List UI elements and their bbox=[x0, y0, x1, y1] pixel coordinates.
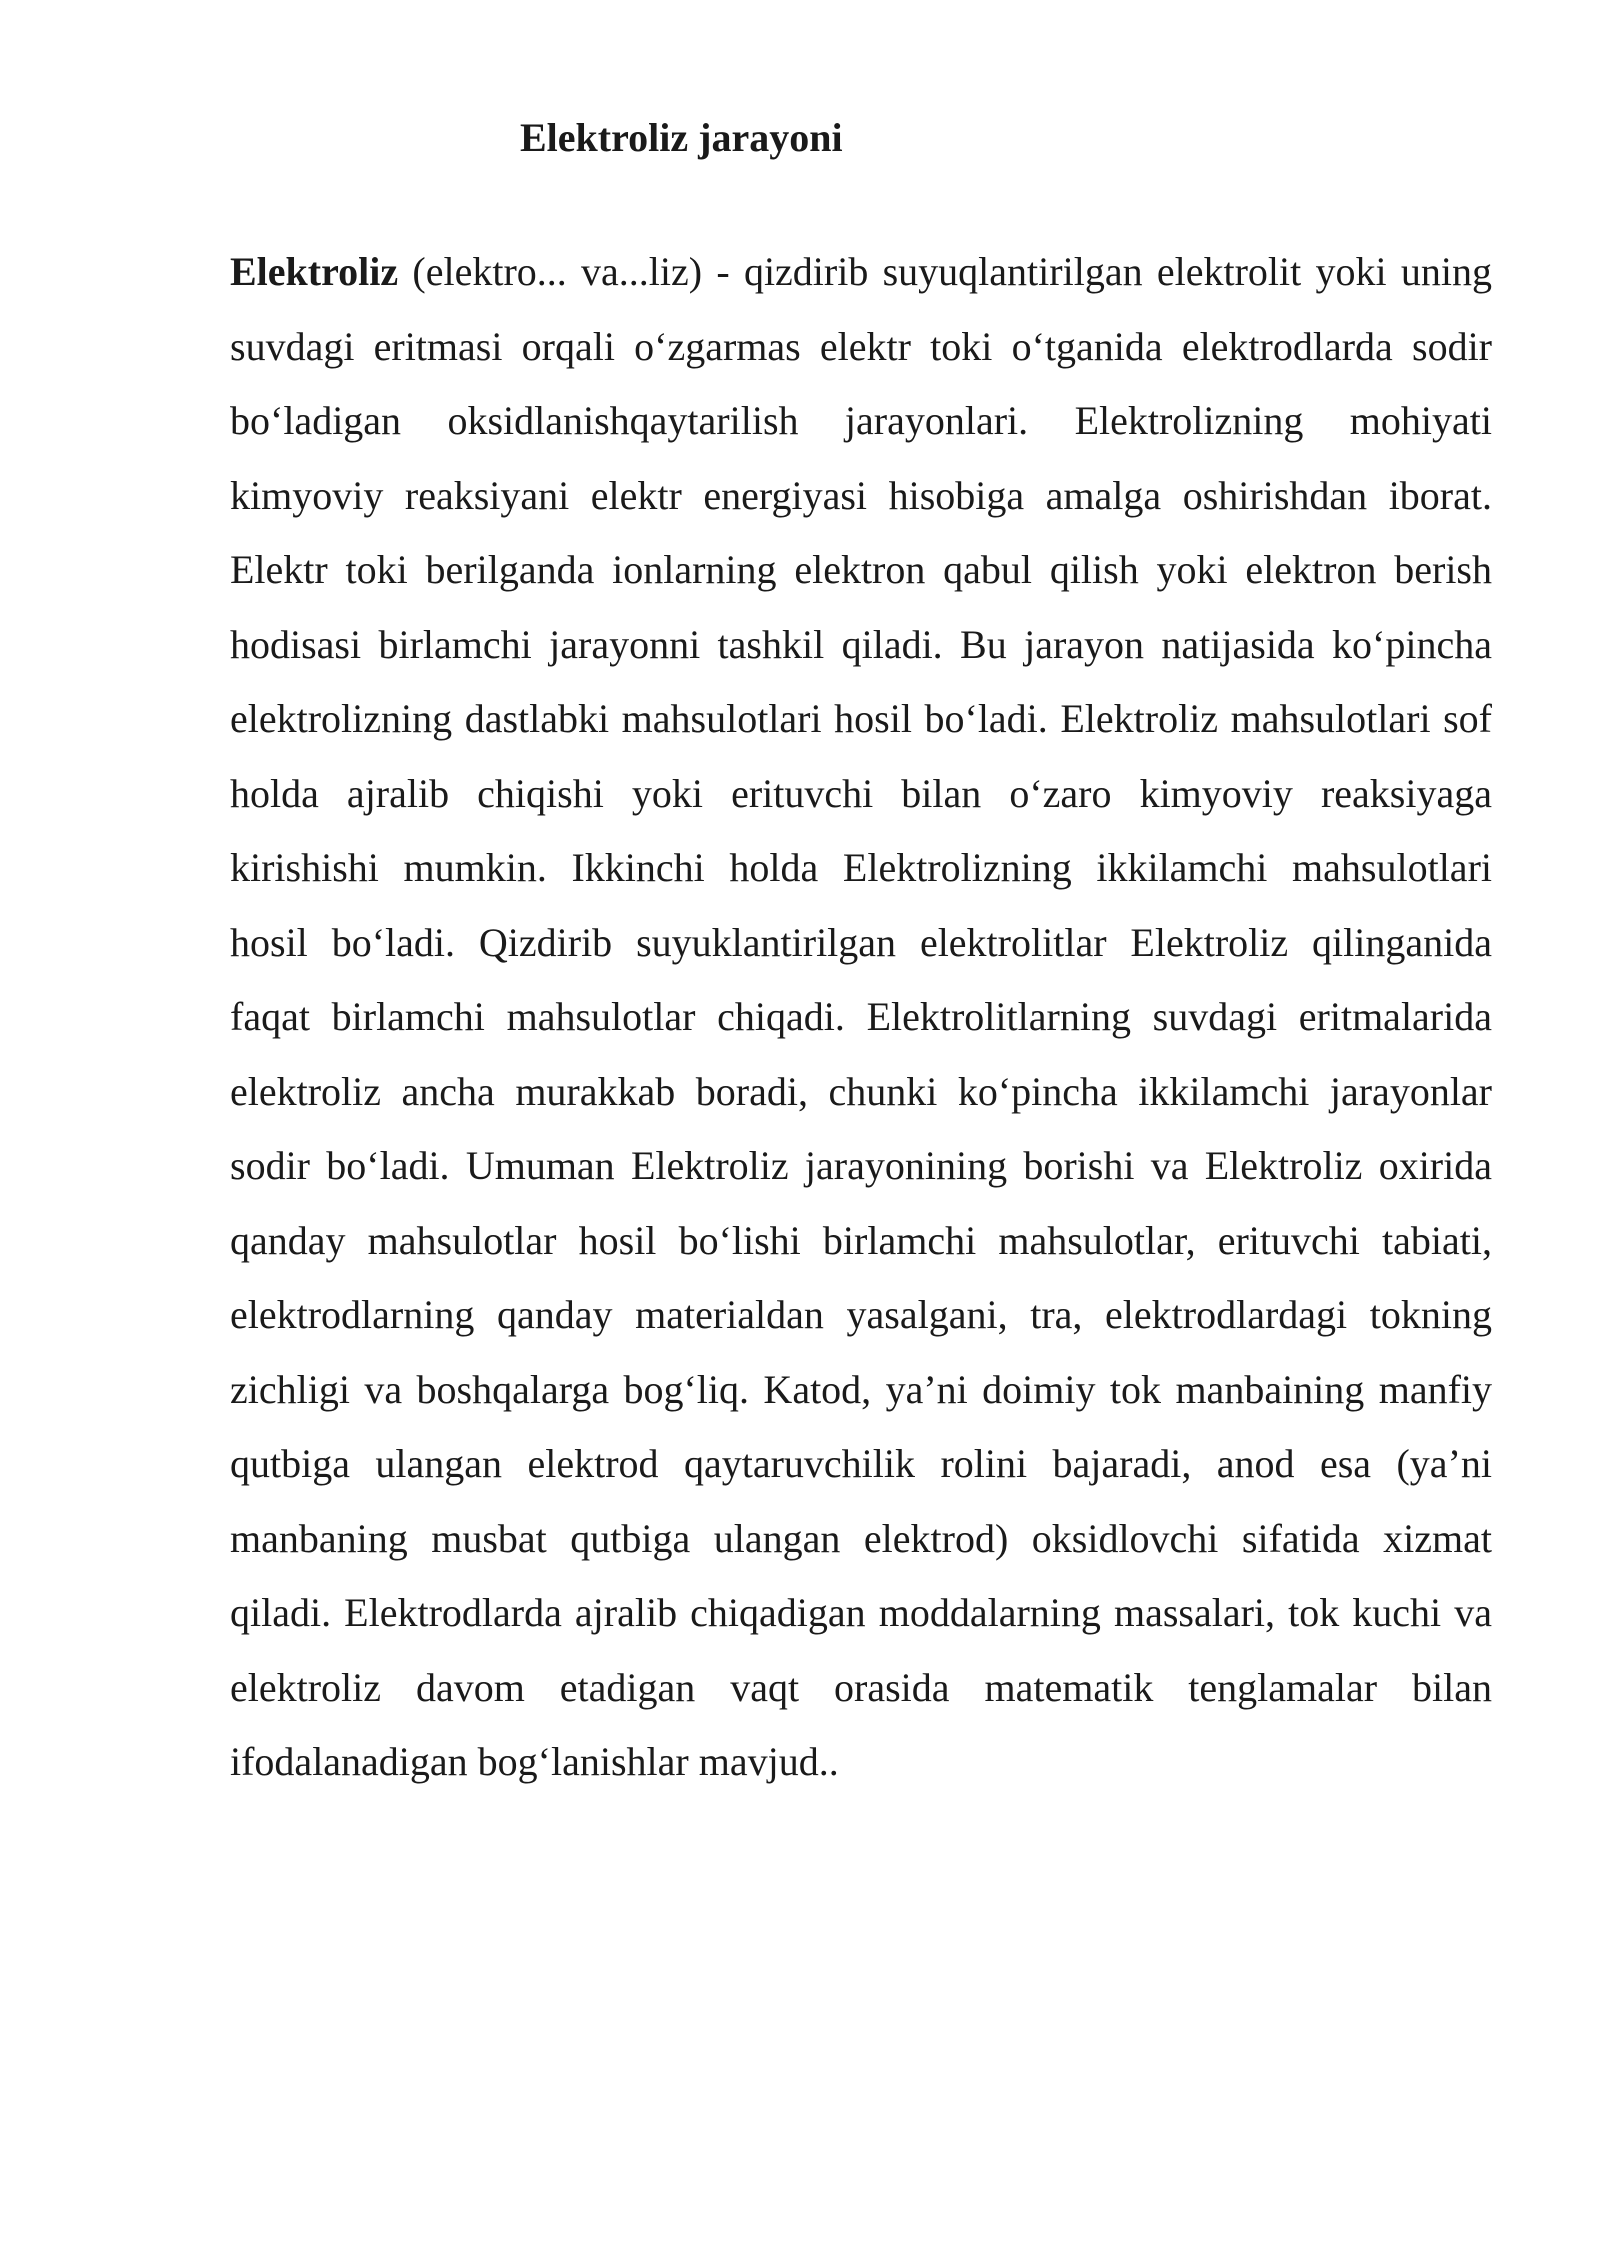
defined-term: Elektroliz bbox=[230, 249, 399, 294]
document-paragraph bbox=[230, 235, 1492, 1800]
document-title: Elektroliz jarayoni bbox=[520, 115, 843, 160]
paragraph-text: (elektro... va...liz) - qizdirib suyuqlantirilgan elektrolit yoki uning suvdagi eritmasi orqali oʻzgarmas elektr toki oʻtganida elektrodlarda sodir boʻladigan oksidlanishqaytarilish jarayonlari. Elektrolizning mohiyati kimyoviy reaksiyani elektr energiyasi hisobiga amalga oshirishdan iborat. Elektr toki berilganda ionlarning elektron qabul qilish yoki elektron berish hodisasi birlamchi jarayonni tashkil qiladi. Bu jarayon natijasida koʻpincha elektrolizning dastlabki mahsulotlari hosil boʻladi. Elektroliz mahsulotlari sof holda ajralib chiqishi yoki erituvchi bilan oʻzaro kimyoviy reaksiyaga kirishishi mumkin. Ikkinchi holda Elektrolizning ikkilamchi mahsulotlari hosil boʻladi. Qizdirib suyuklantirilgan elektrolitlar Elektroliz qilinganida faqat birlamchi mahsulotlar chiqadi. Elektrolitlarning suvdagi eritmalarida elektroliz ancha murakkab boradi, chunki koʻpincha ikkilamchi jarayonlar sodir boʻladi. Umuman Elektroliz jarayonining borishi va Elektroliz oxirida qanday mahsulotlar hosil boʻlishi birlamchi mahsulotlar, erituvchi tabiati, elektrodlarning qanday materialdan yasalgani, tra, elektrodlardagi tokning zichligi va boshqalarga bogʻliq. Katod, ya’ni doimiy tok manbaining manfiy qutbiga ulangan elektrod qaytaruvchilik rolini bajaradi, anod esa (ya’ni manbaning musbat qutbiga ulangan elektrod) oksidlovchi sifatida xizmat qiladi. Elektrodlarda ajralib chiqadigan moddalarning massalari, tok kuchi va elektroliz davom etadigan vaqt orasida matematik tenglamalar bilan ifodalanadigan bogʻlanishlar mavjud.. bbox=[230, 249, 1492, 1784]
